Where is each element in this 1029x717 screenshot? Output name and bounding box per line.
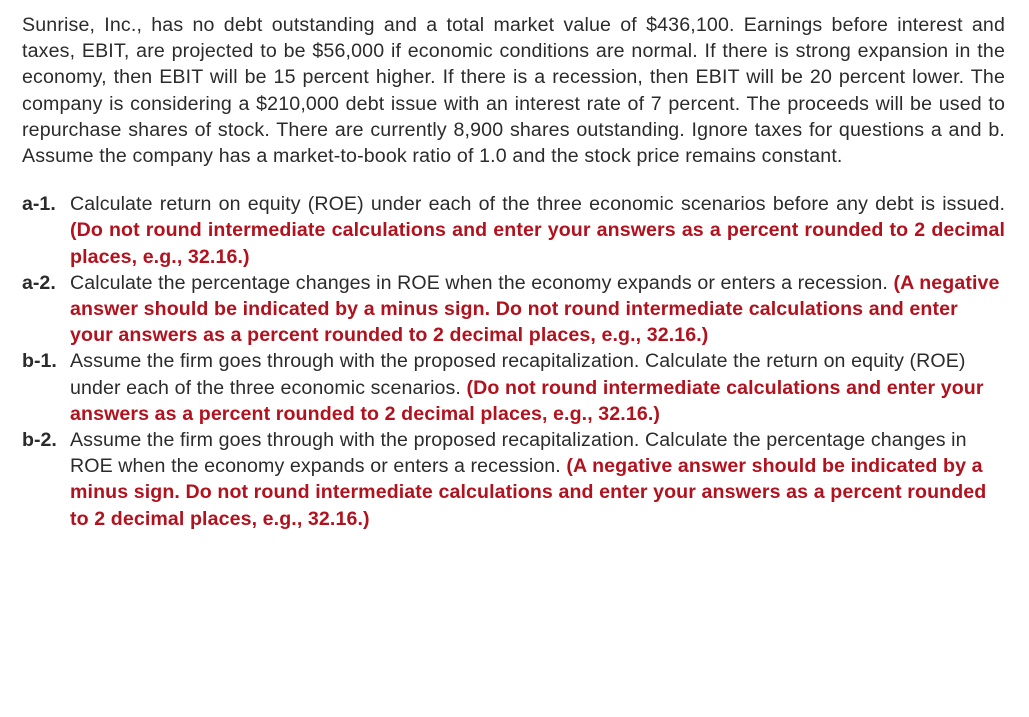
question-instruction: (Do not round intermediate calculations and enter your answers as a percent rounded to 2 decimal places, e.g., 32.16.) [70, 219, 1005, 268]
question-body [70, 427, 1005, 532]
question-label: a-1. [22, 193, 56, 216]
question-b1 [22, 348, 1005, 427]
question-label: b-1. [22, 350, 57, 373]
question-body [70, 348, 1005, 427]
question-a1 [22, 191, 1005, 270]
question-label: a-2. [22, 271, 56, 294]
question-text: Calculate the percentage changes in ROE when the economy expands or enters a recession. [70, 271, 888, 294]
question-b2 [22, 427, 1005, 532]
question-instruction: (A negative answer should be indicated by a minus sign. Do not round intermediate calculations and enter your answers as a percent rounded to 2 decimal places, e.g., 32.16.) [70, 271, 1000, 347]
question-label: b-2. [22, 429, 57, 452]
question-list [22, 191, 1005, 532]
question-body [70, 270, 1005, 349]
question-text: Assume the firm goes through with the proposed recapitalization. Calculate the return on equity (ROE) under each of the three economic scenarios. [70, 350, 966, 399]
problem-intro: Sunrise, Inc., has no debt outstanding and a total market value of $436,100. Earnings before interest and taxes, EBIT, are projected to be $56,000 if economic conditions are normal. If there is strong expansion in the economy, then EBIT will be 15 percent higher. If there is a recession, then EBIT will be 20 percent lower. The company is considering a $210,000 debt issue with an interest rate of 7 percent. The proceeds will be used to repurchase shares of stock. There are currently 8,900 shares outstanding. Ignore taxes for questions a and b. Assume the company has a market-to-book ratio of 1.0 and the stock price remains constant. [22, 14, 1005, 168]
question-instruction: (Do not round intermediate calculations and enter your answers as a percent rounded to 2 decimal places, e.g., 32.16.) [70, 376, 984, 425]
question-instruction: (A negative answer should be indicated by a minus sign. Do not round intermediate calculations and enter your answers as a percent rounded to 2 decimal places, e.g., 32.16.) [70, 455, 987, 530]
question-a2 [22, 270, 1005, 349]
question-text: Calculate return on equity (ROE) under each of the three economic scenarios before any debt is issued. [70, 193, 1005, 216]
question-body [70, 191, 1005, 270]
question-text: Assume the firm goes through with the proposed recapitalization. Calculate the percentage changes in ROE when the economy expands or enters a recession. [70, 429, 967, 478]
